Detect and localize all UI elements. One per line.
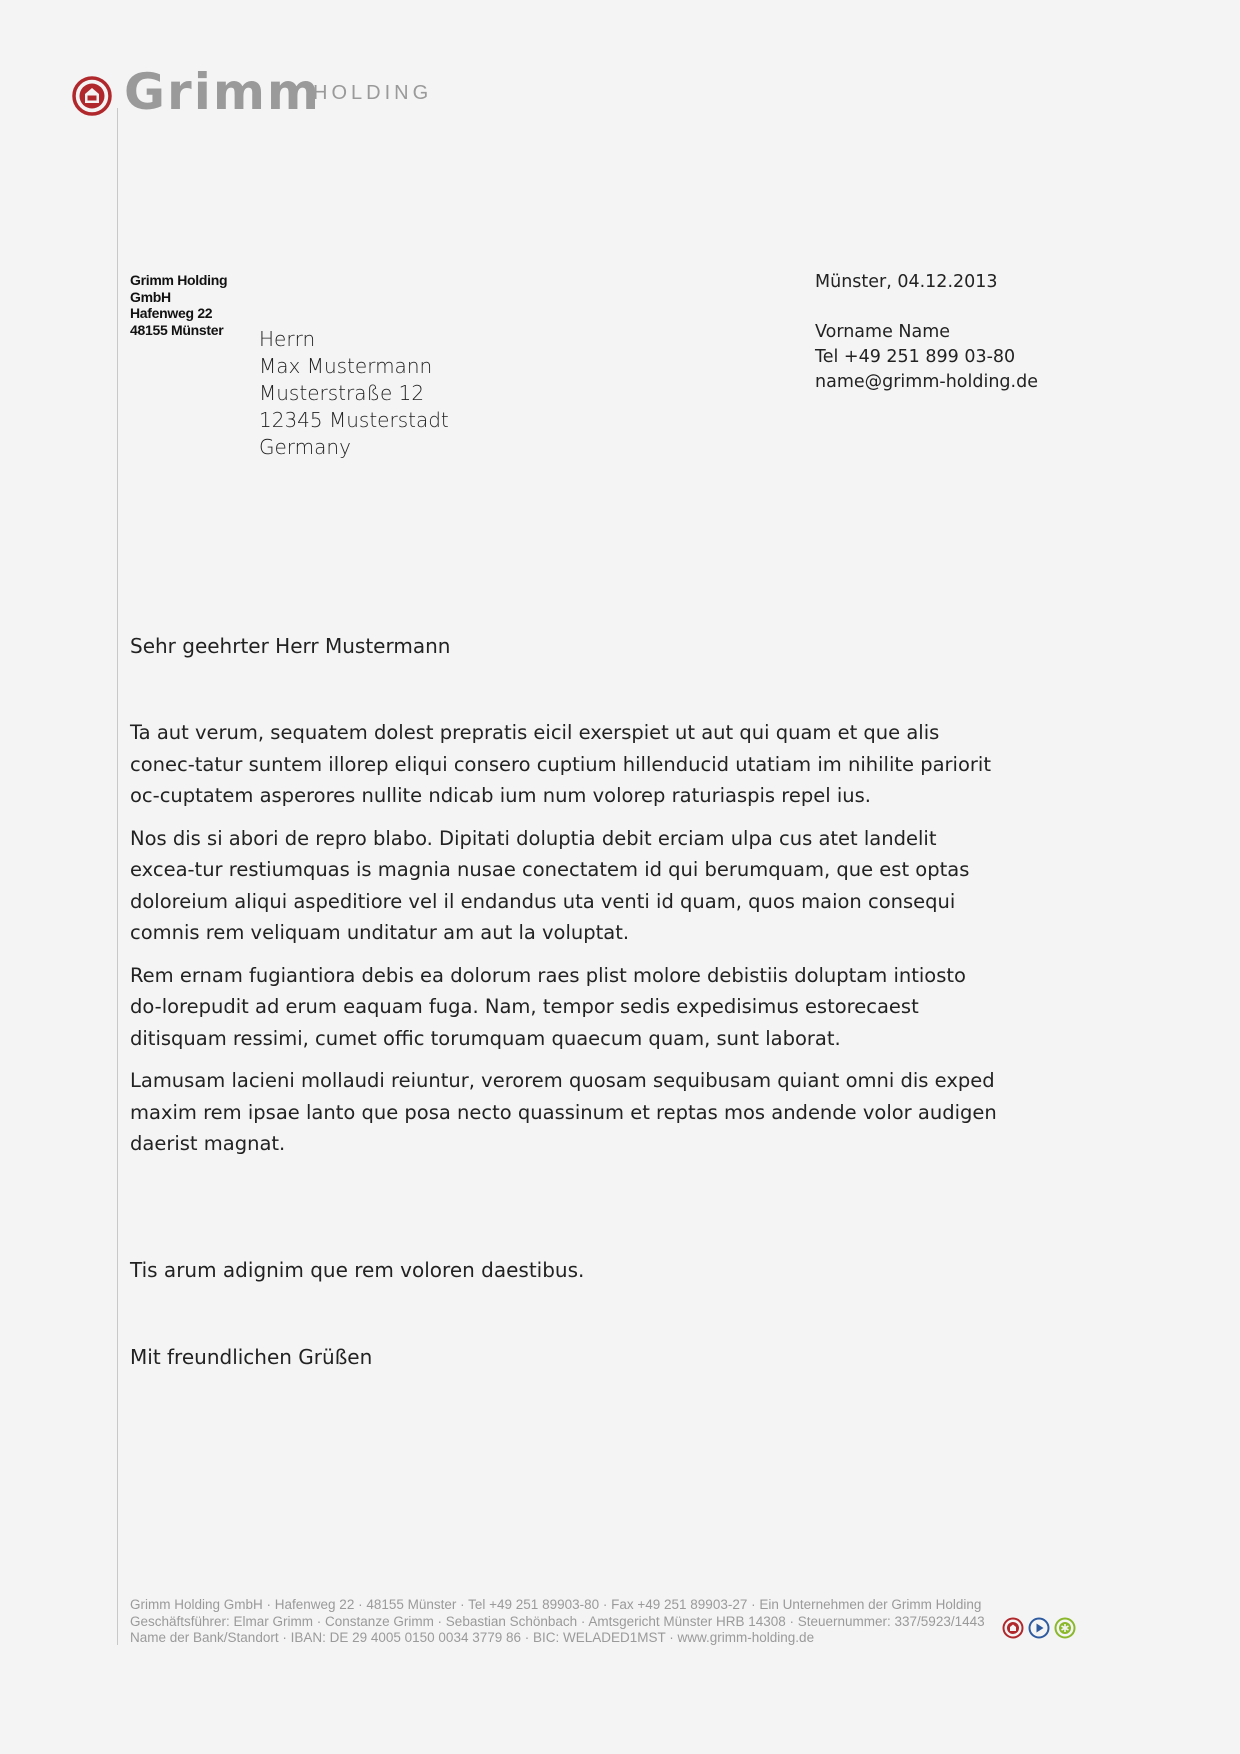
footer-line: Grimm Holding GmbH · Hafenweg 22 · 48155 Münster · Tel +49 251 89903-80 · Fax +49 251 89903-27 · Ein Unternehmen der Grimm Holding bbox=[130, 1597, 982, 1612]
recipient-line: Germany bbox=[259, 435, 351, 459]
contact-name: Vorname Name bbox=[815, 322, 951, 342]
recipient-line: Musterstraße 12 bbox=[259, 381, 425, 405]
sender-line: 48155 Münster bbox=[130, 321, 224, 338]
recipient-line: 12345 Musterstadt bbox=[259, 408, 449, 432]
logo-wordmark: Grimm bbox=[124, 63, 322, 121]
sender-line: Hafenweg 22 bbox=[130, 305, 213, 321]
body-paragraph: Ta aut verum, sequatem dolest prepratis eicil exerspiet ut aut qui quam et que alis conec-tatur suntem illorep eliqui consero cuptium hillenducid utatiam im nihilite pariorit oc-cuptatem asperores nullite ndicab ium num volorep raturiaspis repel ius. bbox=[130, 721, 991, 807]
asterisk-circle-icon bbox=[1054, 1617, 1076, 1639]
body-paragraph: Lamusam lacieni mollaudi reiuntur, verorem quosam sequibusam quiant omni dis exped maxim rem ipsae lanto que posa necto quassinum et reptas mos andende volor audigen daerist magnat. bbox=[130, 1069, 997, 1155]
margin-rule bbox=[117, 108, 118, 1645]
house-circle-icon bbox=[72, 76, 112, 116]
play-circle-icon bbox=[1028, 1617, 1050, 1639]
salutation: Mit freundlichen Grüßen bbox=[130, 1345, 373, 1369]
footer-line: Geschäftsführer: Elmar Grimm · Constanze Grimm · Sebastian Schönbach · Amtsgericht Münster HRB 14308 · Steuernummer: 337/5923/1443 bbox=[130, 1613, 985, 1629]
contact-email: name@grimm-holding.de bbox=[815, 372, 1038, 392]
body-paragraph: Nos dis si abori de repro blabo. Dipitati doluptia debit erciam ulpa cus atet landelit excea-tur restiumquas is magnia nusae conectatem id qui berumquam, que est optas doloreium aliqui aspeditiore vel il endandus uta venti id quam, quos maion consequi comnis rem veliquam unditatur am aut la voluptat. bbox=[130, 826, 970, 944]
letter-footer bbox=[130, 1597, 985, 1647]
closing-line: Tis arum adignim que rem voloren daestibus. bbox=[130, 1258, 585, 1282]
house-circle-icon bbox=[1002, 1617, 1024, 1639]
letter-greeting: Sehr geehrter Herr Mustermann bbox=[130, 634, 451, 658]
recipient-address bbox=[259, 326, 449, 461]
recipient-line: Herrn bbox=[259, 327, 316, 351]
letter-info bbox=[815, 270, 1038, 395]
recipient-line: Max Mustermann bbox=[259, 354, 433, 378]
footer-line: Name der Bank/Standort · IBAN: DE 29 4005 0150 0034 3779 86 · BIC: WELADED1MST · www.grimm-holding.de bbox=[130, 1630, 815, 1645]
logo-subline: HOLDING bbox=[313, 82, 433, 104]
letter-date: Münster, 04.12.2013 bbox=[815, 272, 998, 292]
body-paragraph: Rem ernam fugiantiora debis ea dolorum raes plist molore debistiis doluptam intiosto do-lorepudit ad erum eaquam fuga. Nam, tempor sedis expedisimus estorecaest ditisquam ressimi, cumet offic torumquam quaecum quam, sunt laborat. bbox=[130, 963, 966, 1050]
sender-line: Grimm Holding GmbH bbox=[130, 272, 228, 305]
contact-phone: Tel +49 251 899 03-80 bbox=[815, 347, 1016, 367]
letter-body bbox=[130, 717, 1000, 1171]
sender-address bbox=[130, 272, 240, 338]
